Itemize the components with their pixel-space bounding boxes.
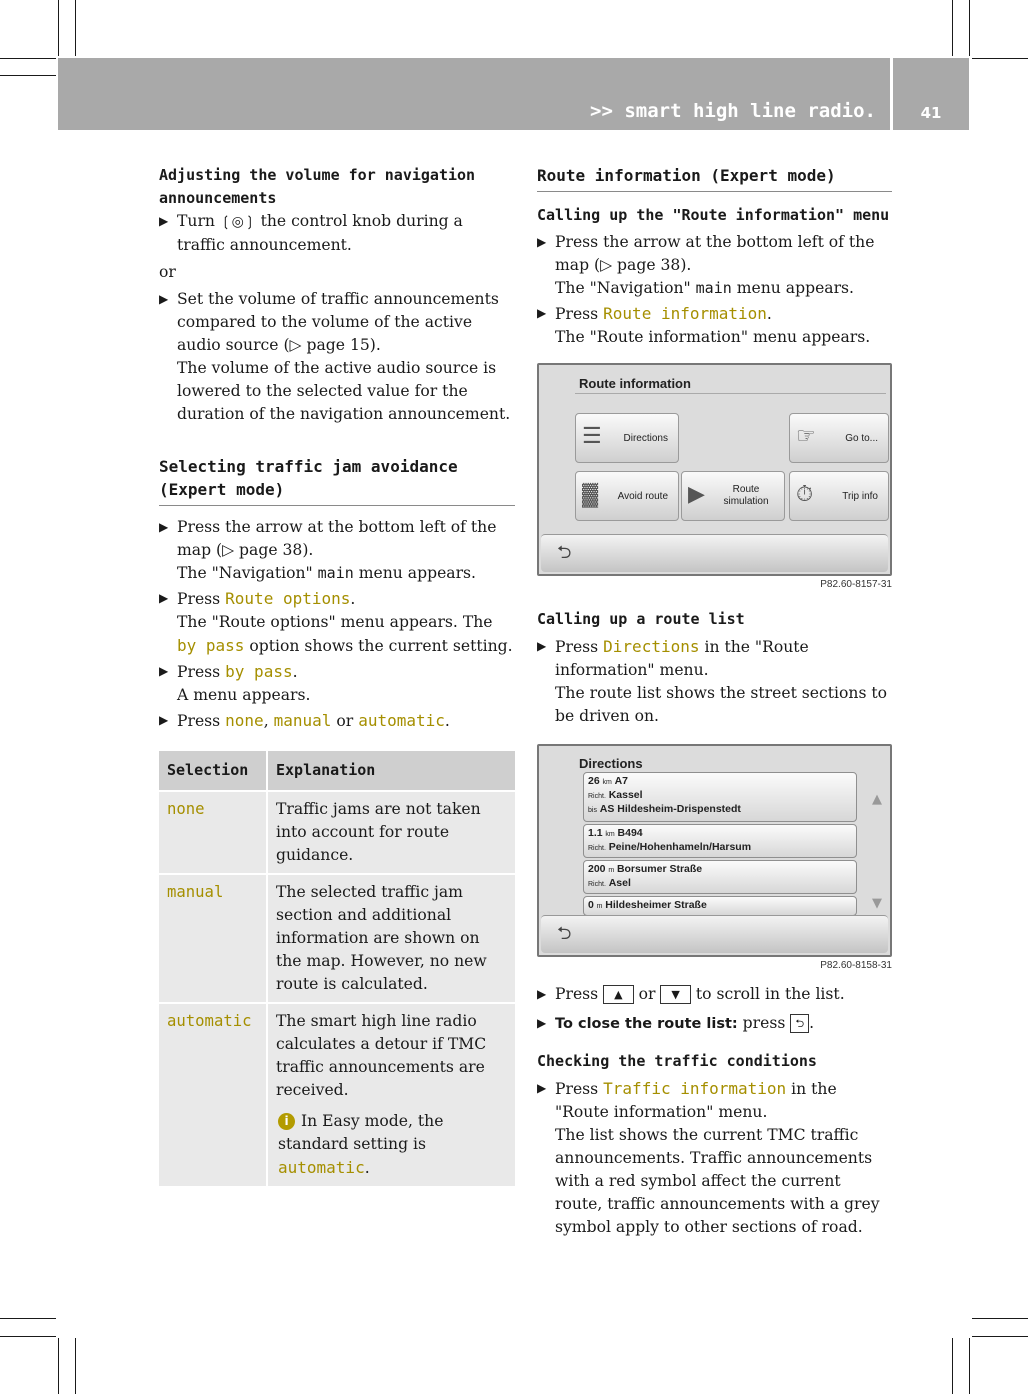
step-bold-text: To close the route list:: [555, 1016, 738, 1032]
figure-caption: P82.60-8157-31: [820, 579, 892, 590]
step-text: Turn: [177, 212, 215, 230]
button-label: Trip info: [842, 490, 878, 502]
directions-screen: [537, 744, 892, 957]
list-icon: ☰: [582, 423, 602, 448]
table-cell-explanation: [267, 1003, 515, 1186]
step-text: ▶ Press the arrow at the bottom left of the map (▷ page 38).: [177, 518, 497, 559]
table-row: [159, 874, 515, 1003]
step-press-arrow: [159, 516, 515, 585]
button-label: Route simulation: [723, 484, 769, 507]
step-result: A menu appears.: [177, 686, 311, 704]
step-press-route-options: ▶ Press Route options. The "Route options" menu appears. The by pass option shows the current setting.: [159, 587, 515, 658]
crop-mark: [972, 58, 1028, 59]
screen-title: Route information: [579, 376, 691, 391]
running-header-title: >> smart high line radio.: [590, 100, 876, 122]
step-result: The "Navigation" main menu appears.: [177, 564, 477, 582]
crop-mark: [0, 75, 56, 76]
knob-turn-icon: ❲◎❳: [219, 214, 256, 230]
back-button[interactable]: [541, 534, 888, 572]
step-scroll-list: [537, 983, 892, 1006]
step-result: The route list shows the street sections to be driven on.: [555, 684, 888, 725]
section-title-traffic-conditions: Checking the traffic conditions: [537, 1052, 817, 1070]
scroll-down-icon[interactable]: ▼: [872, 896, 882, 911]
ui-label-by-pass[interactable]: by pass: [177, 636, 245, 655]
step-text: Press: [555, 638, 599, 656]
separator: ,: [263, 712, 269, 730]
back-icon: ⮌: [557, 923, 572, 944]
crop-mark: [58, 1338, 59, 1394]
crop-mark: [75, 1338, 76, 1394]
stopwatch-icon: ⏱: [796, 481, 814, 506]
button-label: Directions: [623, 432, 668, 444]
step-text: to scroll in the list.: [695, 985, 845, 1003]
crop-mark: [972, 1336, 1028, 1337]
list-item[interactable]: 0 m Hildesheimer Straße: [583, 896, 857, 916]
table-header-explanation: Explanation: [267, 751, 515, 791]
table-row: [159, 791, 515, 874]
list-item[interactable]: 200 m Borsumer Straße Richt. Asel: [583, 860, 857, 894]
step-press-by-pass: ▶ Press by pass. A menu appears.: [159, 660, 515, 707]
header-bar: [58, 58, 890, 130]
section-title-volume: Adjusting the volume for navigation announcements: [159, 166, 476, 207]
left-column: [159, 164, 515, 1186]
ui-label-route-information[interactable]: Route information: [603, 304, 767, 323]
step-text: in the "Route information" menu.: [555, 1080, 837, 1121]
list-item[interactable]: 1.1 km B494 Richt. Peine/Hohenhameln/Harsum: [583, 824, 857, 858]
back-key-icon: ⮌: [790, 1014, 809, 1033]
crop-mark: [972, 1318, 1028, 1319]
step-text: Press: [177, 712, 221, 730]
directions-button[interactable]: [575, 413, 679, 463]
avoid-route-button[interactable]: [575, 471, 679, 521]
step-press-route-information: ▶ Press Route information. The "Route information" menu appears.: [537, 302, 892, 349]
ui-label-none[interactable]: none: [225, 711, 264, 730]
subsection-title-calling-up: Calling up the "Route information" menu: [537, 206, 890, 224]
crop-mark: [58, 0, 59, 56]
crop-mark: [0, 58, 56, 59]
step-result: The "Route information" menu appears.: [555, 328, 871, 346]
step-result: The volume of the active audio source is lowered to the selected value for the duration of the navigation announcement.: [177, 359, 511, 423]
hand-pointer-icon: ☞: [796, 423, 816, 448]
step-text: Press: [177, 590, 221, 608]
list-item[interactable]: 26 km A7 Richt. Kassel bis AS Hildesheim-Drispenstedt: [583, 772, 857, 822]
table-row: [159, 1003, 515, 1186]
step-result: The "Route options" menu appears. The by pass option shows the current setting.: [177, 613, 513, 655]
step-press-directions: [537, 635, 892, 728]
crop-mark: [969, 1338, 970, 1394]
or-text: or: [159, 263, 176, 281]
back-button[interactable]: [541, 915, 888, 953]
step-press-options: ▶ Press none, manual or automatic.: [159, 709, 515, 733]
note-text: In Easy mode, the standard setting is: [278, 1112, 444, 1153]
table-cell-selection: none: [159, 791, 267, 874]
step-text: in the "Route information" menu.: [555, 638, 809, 679]
ui-label-automatic[interactable]: automatic: [358, 711, 445, 730]
crop-mark: [0, 1336, 56, 1337]
right-column: [537, 164, 892, 1239]
step-close-route-list: ▶ To close the route list: press ⮌ .: [537, 1012, 892, 1036]
table-header-selection: Selection: [159, 751, 267, 791]
trip-info-button[interactable]: [789, 471, 889, 521]
step-turn-knob: [159, 210, 515, 257]
back-icon: ⮌: [557, 542, 572, 563]
step-text: Press: [555, 305, 599, 323]
crop-mark: [0, 1318, 56, 1319]
table-cell-selection: automatic: [159, 1003, 267, 1186]
info-note: i In Easy mode, the standard setting is automatic.: [278, 1112, 444, 1177]
screen-title: Directions: [579, 756, 643, 771]
step-press-arrow: [537, 231, 892, 300]
ui-label-manual[interactable]: manual: [273, 711, 332, 730]
selection-table: [159, 751, 515, 1186]
ui-label-route-options[interactable]: Route options: [225, 589, 351, 608]
ui-label-automatic: automatic: [278, 1158, 365, 1177]
figure-caption: P82.60-8158-31: [820, 960, 892, 971]
ui-label-traffic-information[interactable]: Traffic information: [603, 1079, 787, 1098]
step-text: ▶ Set the volume of traffic announcements compared to the volume of the active audio source (▷ page 15).: [177, 290, 499, 354]
info-icon: i: [278, 1113, 295, 1130]
step-text: Press: [177, 663, 221, 681]
page-number-box: [893, 58, 969, 130]
explanation-text: The smart high line radio calculates a detour if TMC traffic announcements are received.: [276, 1012, 487, 1099]
crop-mark: [75, 0, 76, 56]
barrier-icon: ▓: [582, 481, 599, 506]
play-icon: ▶: [688, 481, 705, 506]
step-set-volume: [159, 288, 515, 426]
step-result: The list shows the current TMC traffic announcements. Traffic announcements with a red symbol affect the current route, traffic announcements with a grey symbol apply to other sections of road.: [555, 1126, 880, 1236]
crop-mark: [969, 0, 970, 56]
crop-mark: [952, 1338, 953, 1394]
page-number: 41: [920, 104, 942, 122]
scroll-down-key-icon: ▼: [660, 985, 690, 1004]
table-cell-selection: manual: [159, 874, 267, 1003]
table-cell-explanation: Traffic jams are not taken into account for route guidance.: [267, 791, 515, 874]
section-title-route-information: Route information (Expert mode): [537, 164, 892, 192]
section-title-route-list: Calling up a route list: [537, 610, 745, 628]
ui-label-by-pass[interactable]: by pass: [225, 662, 293, 681]
step-text: or: [638, 985, 656, 1003]
go-to-button[interactable]: [789, 413, 889, 463]
step-text: ▶ Press the arrow at the bottom left of the map (▷ page 38).: [555, 233, 875, 274]
step-text: Press: [555, 985, 599, 1003]
step-press-traffic-information: [537, 1077, 892, 1239]
step-text: the control knob during a traffic announcement.: [177, 212, 463, 254]
route-information-screen: [537, 363, 892, 576]
scroll-up-key-icon: ▲: [603, 985, 633, 1004]
step-text: Press: [555, 1080, 599, 1098]
ui-label-directions[interactable]: Directions: [603, 637, 700, 656]
table-cell-explanation: The selected traffic jam section and additional information are shown on the map. However, no new route is calculated.: [267, 874, 515, 1003]
scroll-up-icon[interactable]: ▲: [872, 792, 882, 807]
step-result: The "Navigation" main menu appears.: [555, 279, 855, 297]
crop-mark: [952, 0, 953, 56]
step-text: or: [336, 712, 354, 730]
section-title-traffic-jam: Selecting traffic jam avoidance (Expert mode): [159, 455, 515, 506]
step-text: press: [742, 1014, 786, 1032]
button-label: Go to...: [845, 432, 878, 444]
button-label: Avoid route: [617, 490, 668, 502]
route-simulation-button[interactable]: [681, 471, 785, 521]
